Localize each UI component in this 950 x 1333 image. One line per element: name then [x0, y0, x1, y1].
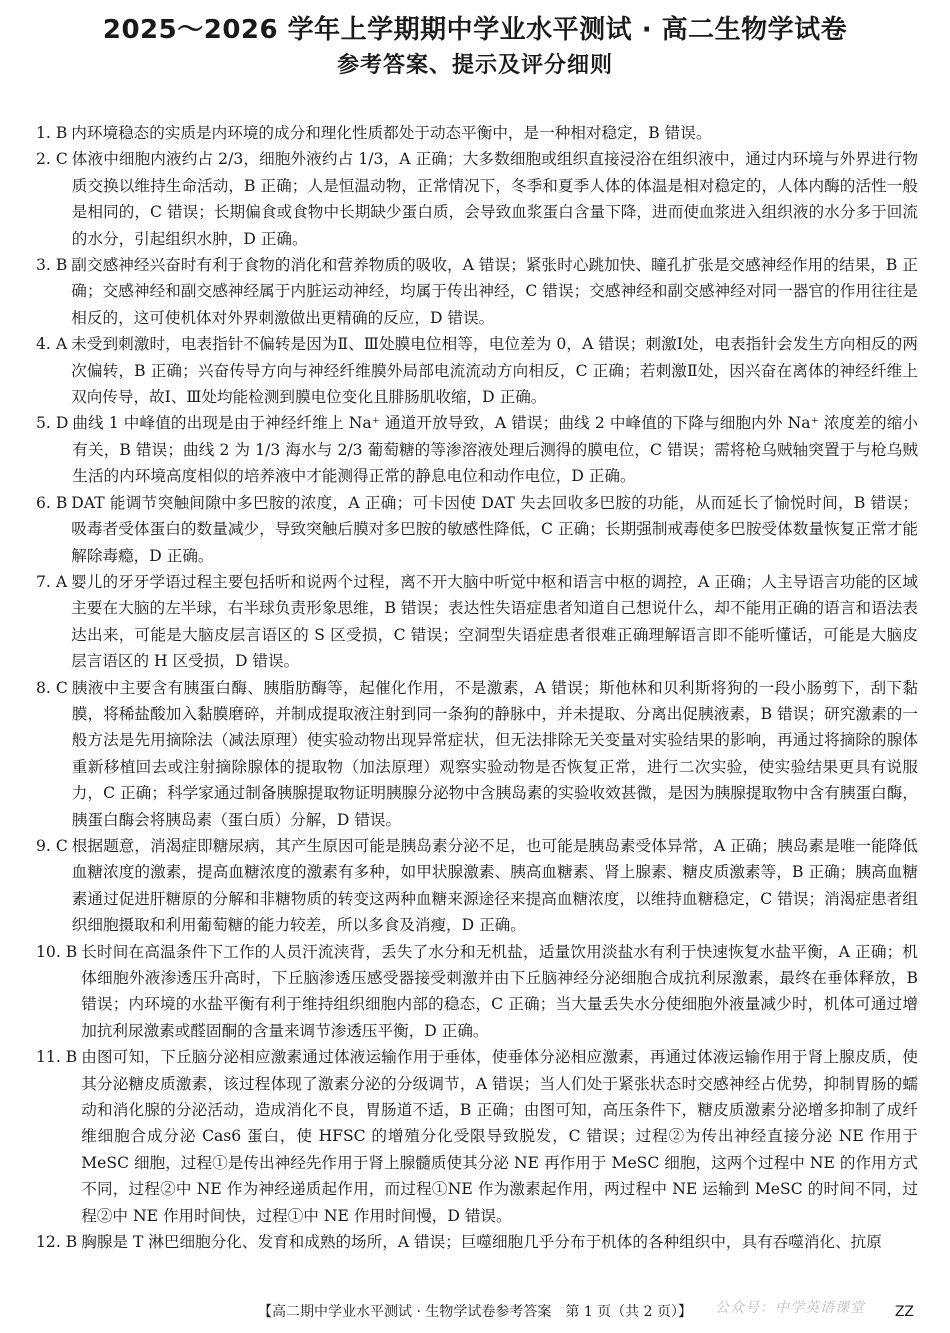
answer-explanation: 胰液中主要含有胰蛋白酶、胰脂肪酶等，起催化作用，不是激素，A 错误；斯他林和贝利斯将狗的一段小肠剪下，刮下黏膜，将稀盐酸加入黏膜磨碎，并制成提取液注射到同一条狗的静脉中，并未提取、分离出促胰液素，B 错误；研究激素的一般方法是先用摘除法（减法原理）使实验动物出现异常症状，但无法排除无关变量对实验结果的影响，再通过将摘除的腺体重新移植回去或注射摘除腺体的提取物（加法原理）观察实验动物是否恢复正常，进行二次实验，使实验结果更具有说服力，C 正确；科学家通过制备胰腺提取物证明胰腺分泌物中含胰岛素的实验收效甚微，是因为胰腺提取物中含有胰蛋白酶，胰蛋白酶会将胰岛素（蛋白质）分解，D 错误。 [71, 678, 918, 829]
answer-number: 8. C [36, 678, 68, 697]
answer-number: 9. C [36, 836, 68, 855]
answer-number: 4. A [36, 335, 68, 354]
answer-number: 7. A [36, 572, 68, 591]
answer-explanation: 体液中细胞内液约占 2/3，细胞外液约占 1/3，A 正确；大多数细胞或组织直接浸浴在组织液中，通过内环境与外界进行物质交换以维持生命活动，B 正确；人是恒温动物，正常情况下，冬季和夏季人体的体温是相对稳定的，人体内酶的活性一般是相同的，C 错误；长期偏食或食物中长期缺少蛋白质，会导致血浆蛋白含量下降，进而使血浆进入组织液的水分多于回流的水分，引起组织水肿，D 正确。 [71, 150, 918, 248]
answer-explanation: 曲线 1 中峰值的出现是由于神经纤维上 Na⁺ 通道开放导致，A 错误；曲线 2 中峰值的下降与细胞内外 Na⁺ 浓度差的缩小有关，B 错误；曲线 2 为 1/3 海水与 2/3 葡萄糖的等渗溶液处理后测得的膜电位，C 错误；需将枪乌贼轴突置于与枪乌贼生活的内环境高度相似的培养液中才能测得正常的静息电位和动作电位，D 正确。 [72, 414, 918, 486]
answer-number: 10. B [36, 942, 78, 961]
answer-item [36, 1044, 918, 1229]
page-footer: 【高二期中学业水平测试 · 生物学试卷参考答案 第 1 页（共 2 页）】 [258, 1304, 692, 1320]
answer-number: 6. B [36, 493, 68, 512]
footer-code: ZZ [894, 1304, 914, 1320]
answer-explanation: 副交感神经兴奋时有利于食物的消化和营养物质的吸收，A 错误；紧张时心跳加快、瞳孔扩张是交感神经作用的结果，B 正确；交感神经和副交感神经属于内脏运动神经，均属于传出神经，C 错误；交感神经和副交感神经对同一器官的作用往往是相反的，这可使机体对外界刺激做出更精确的反应，D 错误。 [71, 256, 918, 327]
page-title: 2025～2026 学年上学期期中学业水平测试 · 高二生物学试卷 [102, 15, 848, 45]
answer-item [36, 146, 918, 252]
answer-list [36, 120, 918, 1255]
page-header [0, 0, 950, 82]
answer-number: 11. B [36, 1048, 78, 1067]
answer-explanation: 长时间在高温条件下工作的人员汗流浃背，丢失了水分和无机盐，适量饮用淡盐水有利于快速恢复水盐平衡，A 正确；机体细胞外液渗透压升高时，下丘脑渗透压感受器接受刺激并由下丘脑神经分泌细胞合成抗利尿激素，最终在垂体释放，B 错误；内环境的水盐平衡有利于维持组织细胞内部的稳态，C 正确；当大量丢失水分使细胞外液量减少时，机体可通过增加抗利尿激素或醛固酮的含量来调节渗透压平衡，D 正确。 [81, 942, 918, 1040]
page-subtitle: 参考答案、提示及评分细则 [336, 53, 613, 78]
answer-item [36, 410, 918, 489]
answer-explanation: 未受到刺激时，电表指针不偏转是因为Ⅱ、Ⅲ处膜电位相等，电位差为 0，A 错误；刺激Ⅰ处，电表指针会发生方向相反的两次偏转，B 正确；兴奋传导方向与神经纤维膜外局部电流流动方向相反，C 正确；若刺激Ⅱ处，因兴奋在离体的神经纤维上双向传导，故Ⅰ、Ⅲ处均能检测到膜电位变化且腓肠肌收缩，D 正确。 [71, 335, 918, 407]
answer-number: 12. B [36, 1233, 78, 1252]
answer-explanation: 根据题意，消渴症即糖尿病，其产生原因可能是胰岛素分泌不足，也可能是胰岛素受体异常，A 正确；胰岛素是唯一能降低血糖浓度的激素，提高血糖浓度的激素有多种，如甲状腺激素、胰高血糖素、肾上腺素、糖皮质激素等，B 正确；胰高血糖素通过促进肝糖原的分解和非糖物质的转变这两种血糖来源途径来提高血糖浓度，以维持血糖稳定，C 错误；消渴症患者组织细胞摄取和利用葡萄糖的能力较差，所以多食及消瘦，D 正确。 [71, 836, 918, 935]
watermark: 公众号：中学英语课堂 [715, 1300, 865, 1316]
answer-item [36, 490, 918, 569]
answer-number: 2. C [36, 150, 68, 169]
answer-number: 5. D [36, 414, 69, 433]
answer-item [36, 1229, 918, 1255]
answer-item [36, 833, 918, 939]
answer-item [36, 252, 918, 331]
answer-explanation: DAT 能调节突触间隙中多巴胺的浓度，A 正确；可卡因使 DAT 失去回收多巴胺的功能，从而延长了愉悦时间，B 错误；吸毒者受体蛋白的数量减少，导致突触后膜对多巴胺的敏感性降低，C 正确；长期强制戒毒使多巴胺受体数量恢复正常才能解除毒瘾，D 正确。 [71, 493, 918, 565]
answer-item [36, 939, 918, 1045]
answer-item [36, 569, 918, 675]
answer-item [36, 675, 918, 833]
answer-number: 1. B [36, 124, 68, 142]
answer-item [36, 331, 918, 410]
answer-explanation: 由图可知，下丘脑分泌相应激素通过体液运输作用于垂体，使垂体分泌相应激素，再通过体液运输作用于肾上腺皮质，使其分泌糖皮质激素，该过程体现了激素分泌的分级调节，A 错误；当人们处于紧张状态时交感神经占优势，抑制胃肠的蠕动和消化腺的分泌活动，造成消化不良，胃肠道不适，B 正确；由图可知，高压条件下，糖皮质激素分泌增多抑制了成纤维细胞合成分泌 Cas6 蛋白，使 HFSC 的增殖分化受限导致脱发，C 错误；过程②为传出神经直接分泌 NE 作用于 MeSC 细胞，过程①是传出神经先作用于肾上腺髓质使其分泌 NE 再作用于 MeSC 细胞，这两个过程中 NE 的作用方式不同，过程②中 NE 作为神经递质起作用，而过程①NE 作为激素起作用，两过程中 NE 运输到 MeSC 的时间不同，过程②中 NE 作用时间快，过程①中 NE 作用时间慢，D 错误。 [81, 1048, 918, 1225]
answer-explanation: 婴儿的牙牙学语过程主要包括听和说两个过程，离不开大脑中听觉中枢和语言中枢的调控，A 正确；人主导语言功能的区域主要在大脑的左半球，右半球负责形象思维，B 错误；表达性失语症患者知道自己想说什么，却不能用正确的语言和语法表达出来，可能是大脑皮层言语区的 S 区受损，C 错误；空洞型失语症患者很难正确理解语言即不能听懂话，可能是大脑皮层言语区的 H 区受损，D 错误。 [71, 572, 918, 671]
answer-number: 3. B [36, 256, 68, 275]
answer-item [36, 120, 918, 146]
answer-explanation: 内环境稳态的实质是内环境的成分和理化性质都处于动态平衡中，是一种相对稳定，B 错误。 [71, 124, 712, 142]
answer-explanation: 胸腺是 T 淋巴细胞分化、发育和成熟的场所，A 错误；巨噬细胞几乎分布于机体的各种组织中，具有吞噬消化、抗原 [81, 1233, 882, 1252]
